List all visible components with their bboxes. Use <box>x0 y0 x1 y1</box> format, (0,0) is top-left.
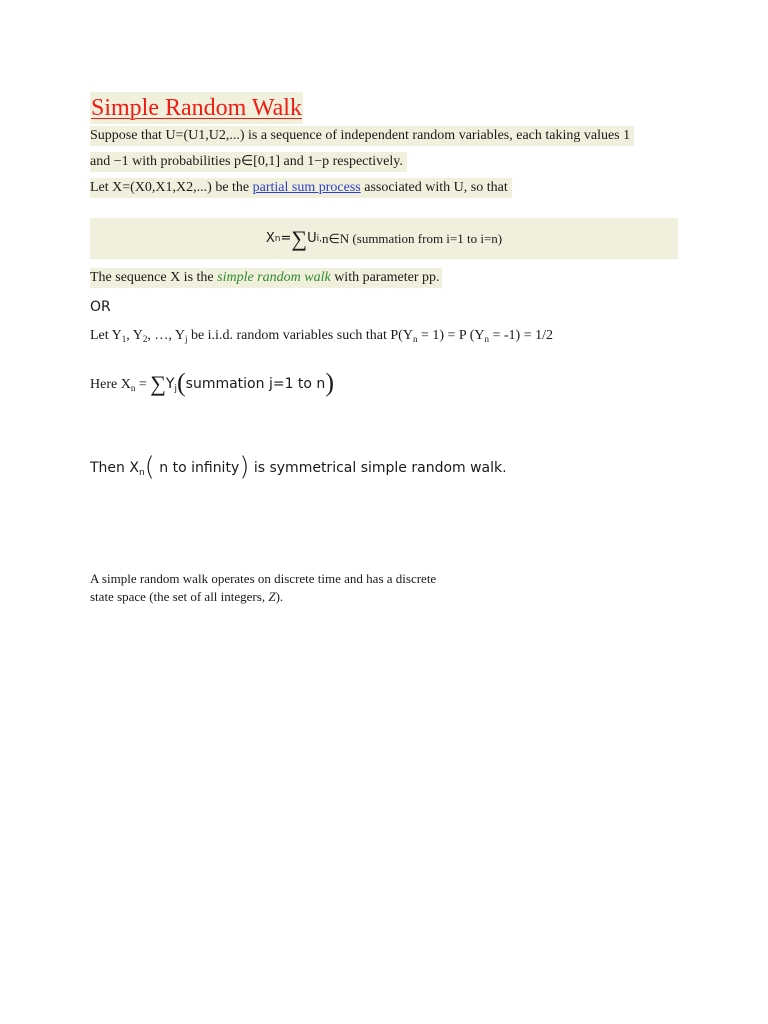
paragraph-line-2-tail: ). <box>275 589 284 604</box>
here-pre-sub: n <box>130 383 136 393</box>
here-right-paren: ) <box>325 368 334 397</box>
iid-d-sub: n <box>412 334 418 344</box>
definition-line-1: Suppose that U=(U1,U2,...) is a sequence of independent random variables, each taking values 1 <box>90 126 634 146</box>
definition-line-3-text: Let X=(X0,X1,X2,...) be the <box>90 180 253 195</box>
page-title: Simple Random Walk <box>90 92 303 124</box>
iid-statement <box>90 326 553 349</box>
iid-b-sub: 2 <box>142 334 148 344</box>
then-pre: Then X <box>90 460 139 476</box>
iid-a-sub: 1 <box>121 334 127 344</box>
iid-a: Let Y <box>90 328 122 343</box>
sequence-tail: with parameter pp. <box>330 270 440 285</box>
here-pre: Here X <box>90 377 131 392</box>
iid-c-sub: j <box>184 334 188 344</box>
sigma-symbol: ∑ <box>291 225 308 251</box>
then-left-paren: ( <box>144 452 155 482</box>
here-inner: summation j=1 to n <box>185 376 326 392</box>
here-left-paren: ( <box>176 368 186 397</box>
or-label: OR <box>90 299 111 315</box>
formula-rest: n∈N (summation from i=1 to i=n) <box>321 230 503 246</box>
then-pre-sub: n <box>138 468 145 478</box>
iid-b: , Y <box>126 328 143 343</box>
paragraph-line-1: A simple random walk operates on discrete time and has a discrete <box>90 571 437 586</box>
definition-line-2: and −1 with probabilities p∈[0,1] and 1−p respectively. <box>90 152 407 172</box>
formula-box <box>90 218 678 259</box>
then-post: is symmetrical simple random walk. <box>249 460 507 476</box>
definition-line-3 <box>90 178 512 198</box>
sequence-text: The sequence X is the <box>90 270 218 285</box>
definition-line-3-tail: associated with U, so that <box>360 180 508 195</box>
iid-f: = -1) = 1/2 <box>488 328 553 343</box>
paragraph-line-2 <box>90 588 510 606</box>
formula-term: U <box>307 231 317 246</box>
here-formula <box>90 368 334 404</box>
iid-c: , …, Y <box>147 328 185 343</box>
iid-e: = 1) = P (Y <box>417 328 485 343</box>
paragraph-line-2-text: state space (the set of all integers, <box>90 589 269 604</box>
formula-term-sub: i, <box>316 233 322 244</box>
state-space-paragraph <box>90 570 510 606</box>
formula-eq: = <box>280 231 292 246</box>
then-right-paren: ) <box>239 452 250 482</box>
sequence-statement <box>90 268 442 288</box>
simple-random-walk-term: simple random walk <box>217 270 331 285</box>
iid-e-sub: n <box>484 334 489 344</box>
integers-symbol: Z <box>268 589 276 604</box>
partial-sum-process-link[interactable]: partial sum process <box>252 180 361 195</box>
here-y: Y <box>165 376 175 392</box>
then-inner: n to infinity <box>154 460 240 476</box>
iid-d: be i.i.d. random variables such that P(Y <box>187 328 413 343</box>
here-sigma-symbol: ∑ <box>150 371 166 396</box>
here-eq: = <box>135 377 151 392</box>
formula-lhs-sub: n <box>274 233 281 244</box>
formula-lhs: X <box>265 231 275 246</box>
then-statement <box>90 452 507 488</box>
here-y-sub: j <box>174 384 177 394</box>
